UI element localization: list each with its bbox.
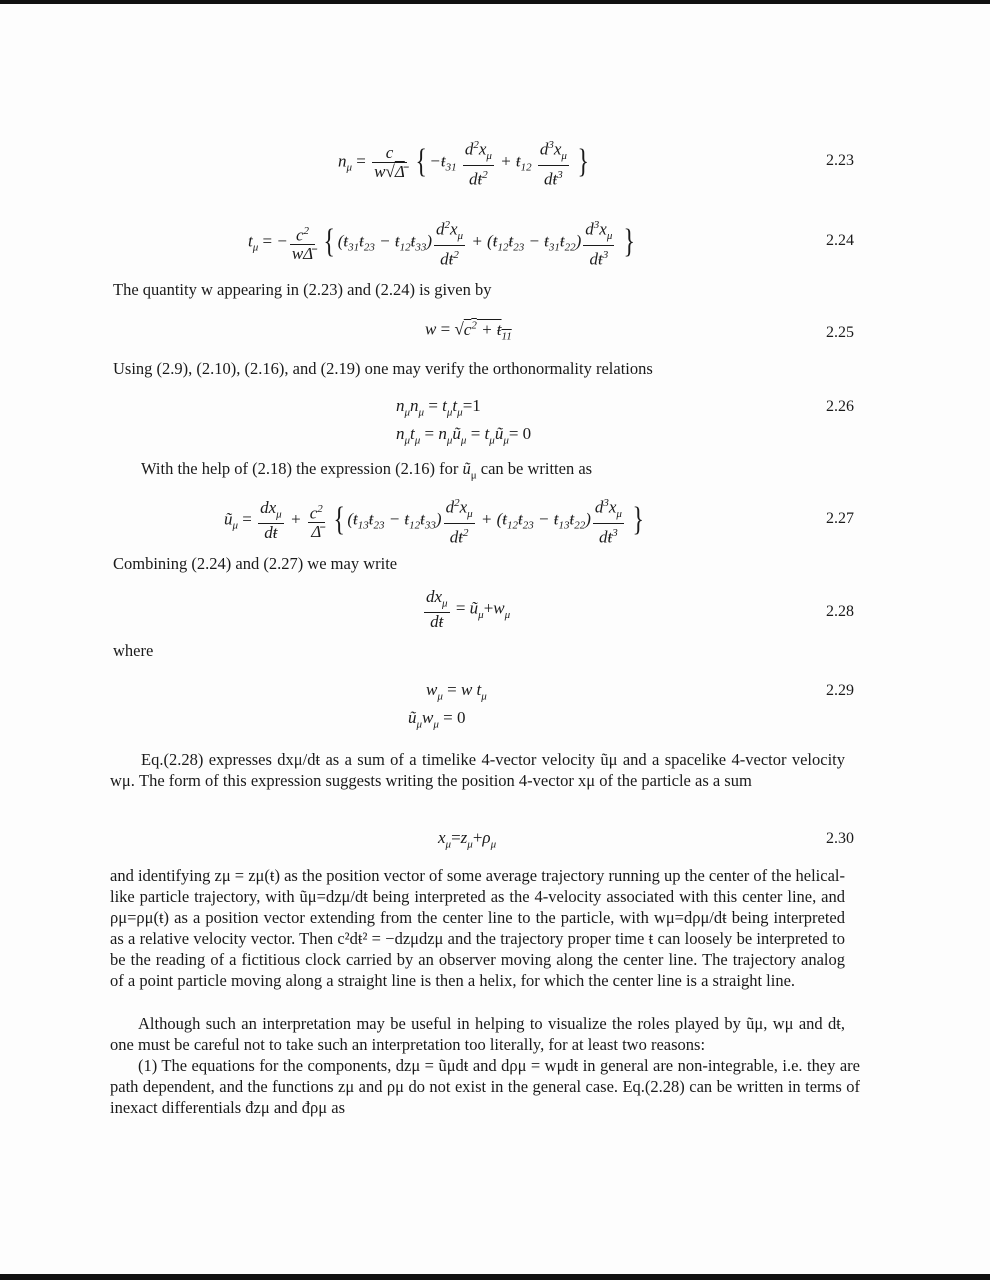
- paragraph: Using (2.9), (2.10), (2.16), and (2.19) one may verify the orthonormality relations: [113, 359, 653, 378]
- paragraph-text: With the help of (2.18) the expression (2.16) for: [141, 459, 463, 478]
- equation-2-29-line-2: $ũ_\mu w_\mu = 0$: [408, 708, 466, 731]
- paragraph: Although such an interpretation may be useful in helping to visualize the roles played by ũμ, wμ and dŧ, one must be careful not to take such an interpretation too literally, for at least two reasons:: [110, 1014, 845, 1054]
- equation-2-25: $w = √c^2$ + $ŧ_{11}$: [425, 319, 512, 343]
- equation-number: 2.25: [826, 324, 854, 341]
- paragraph: where: [113, 641, 154, 660]
- equation-2-29-line-1: $w_\mu = w$ $t_\mu$: [426, 680, 487, 703]
- equation-2-28: $\frac{dx_\mu}{dŧ}$ = $ũ_\mu+w_\mu$: [426, 587, 511, 632]
- equation-number: 2.26: [826, 398, 854, 415]
- paragraph: (1) The equations for the components, dzμ = ũμdŧ and dρμ = wμdŧ in general are non-integrable, i.e. they are path dependent, and the functions zμ and ρμ do not exist in the general case. Eq.(2.28) can be written in terms of inexact differentials đzμ and đρμ as: [110, 1056, 860, 1117]
- scan-bottom-border: [0, 1274, 990, 1280]
- equation-number: 2.23: [826, 152, 854, 169]
- equation-number: 2.28: [826, 603, 854, 620]
- paragraph: Eq.(2.28) expresses dxμ/dŧ as a sum of a timelike 4-vector velocity ũμ and a spacelike 4-vector velocity wμ. The form of this expression suggests writing the position 4-vector xμ of the particle as a sum: [110, 750, 845, 790]
- equation-2-27: $ũ_\mu$ = $\frac{dx_\mu}{dŧ}$ + $\frac{c^2}{\Deltā}$ { ($ŧ_{13}ŧ_{23}$ − $ŧ_{12}ŧ_{33}$) $\frac{d^2x_\mu}{dŧ^2}$ + ($ŧ_{12}ŧ_{23}$ − $ŧ_{13}ŧ_{22}$) $\frac{d^3x_\mu}{dŧ^3}$ }: [224, 494, 647, 547]
- equation-number: 2.27: [826, 510, 854, 527]
- equation-2-30: $x_\mu=z_\mu+\rho_\mu$: [438, 828, 497, 851]
- equation-2-26-line-1: $n_\mu n_\mu = t_\mu t_\mu=1$: [396, 396, 481, 419]
- equation-number: 2.30: [826, 830, 854, 847]
- equation-number: 2.29: [826, 682, 854, 699]
- equation-2-24: $t_\mu$ = − $\frac{c^2}{w\Deltā}$ { ($ŧ_{31}ŧ_{23}$ − $ŧ_{12}ŧ_{33}$) $\frac{d^2x_\mu}{dŧ^2}$ + ($ŧ_{12}ŧ_{23}$ − $ŧ_{31}ŧ_{22}$) $\frac{d^3x_\mu}{dŧ^3}$ }: [248, 216, 637, 269]
- equation-number: 2.24: [826, 232, 854, 249]
- paragraph: The quantity w appearing in (2.23) and (2.24) is given by: [113, 280, 492, 299]
- paragraph: With the help of (2.18) the expression (2.16) for $ũ_\mu$ can be written as: [141, 459, 593, 482]
- paragraph-text: can be written as: [476, 459, 593, 478]
- paragraph: Combining (2.24) and (2.27) we may write: [113, 554, 398, 573]
- paragraph: and identifying zμ = zμ(ŧ) as the position vector of some average trajectory running up the center of the helical-like particle trajectory, with ũμ=dzμ/dŧ being interpreted as the 4-velocity associated with this center line, and ρμ=ρμ(ŧ) as a position vector extending from the center line to the particle, with wμ=dρμ/dŧ being interpreted as a relative velocity vector. Then c²dŧ² = −dzμdzμ and the trajectory proper time ŧ can loosely be interpreted to be the reading of a fictitious clock carried by an observer moving along the center line. The trajectory analog of a point particle moving along a straight line is then a helix, for which the center line is a straight line.: [110, 866, 845, 990]
- equation-2-26-line-2: $n_\mu t_\mu$ = $n_\mu ũ_\mu$ = $t_\mu ũ_\mu= 0$: [396, 424, 532, 447]
- equation-2-23: $n_\mu$ = $\frac{c}{w√\Deltā}$ { $-ŧ_{31}$ $\frac{d^2x_\mu}{dŧ^2}$ + $ŧ_{12}$ $\frac{d^3x_\mu}{dŧ^3}$ }: [338, 136, 592, 189]
- scan-top-border: [0, 0, 990, 4]
